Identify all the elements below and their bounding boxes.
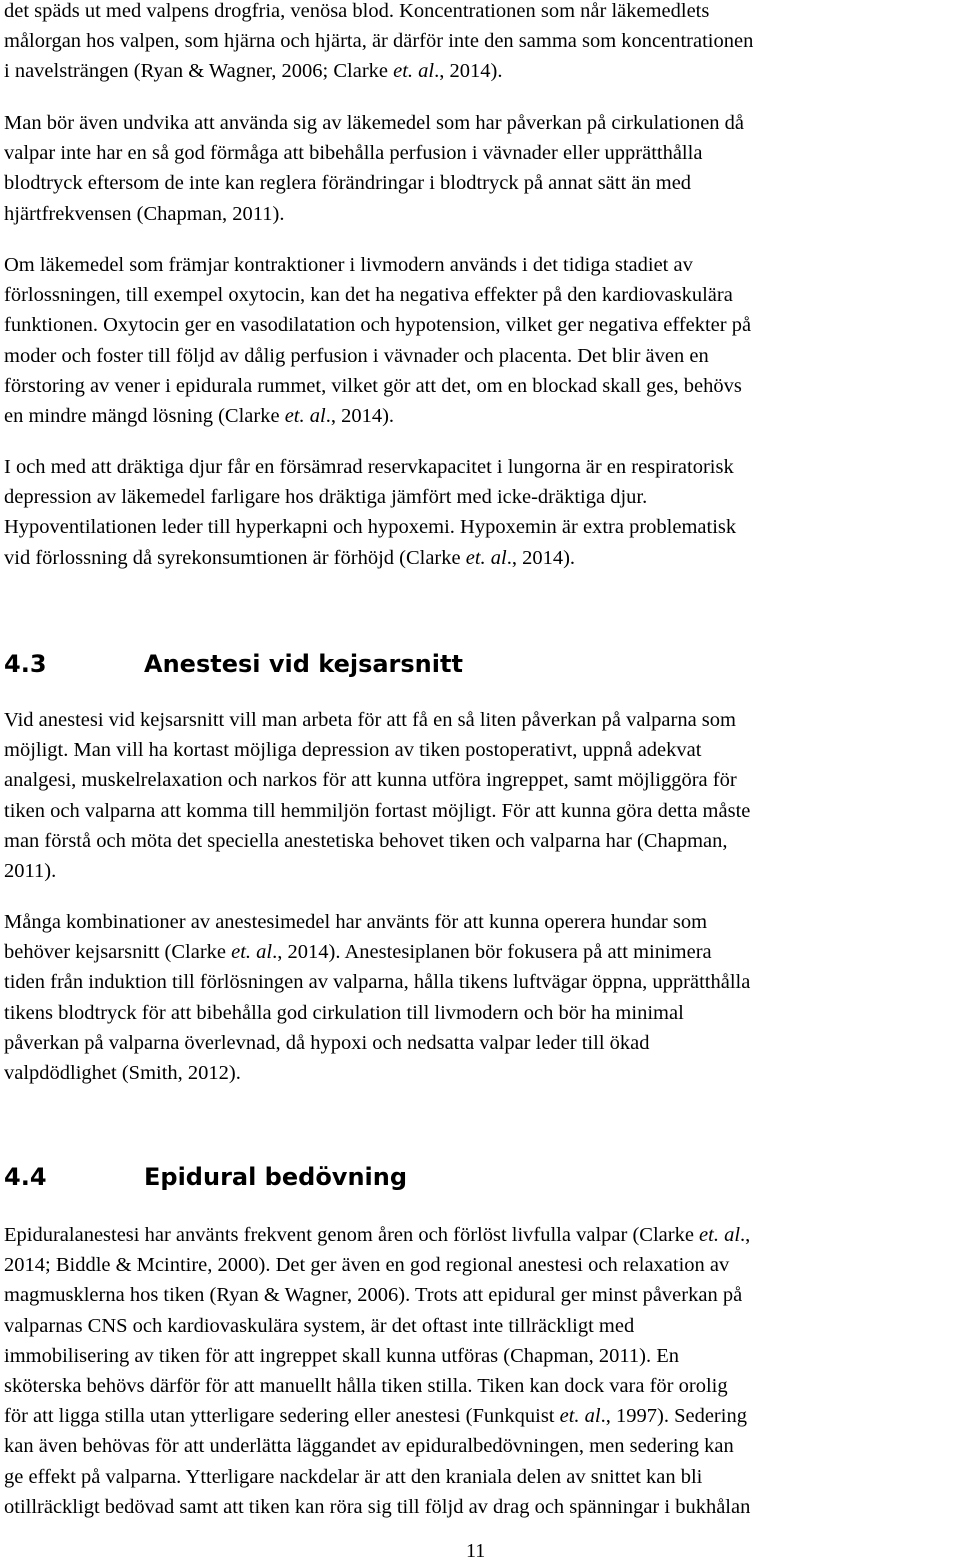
section-number: 4.4 <box>4 1163 47 1191</box>
text-line: analgesi, muskelrelaxation och narkos för att kunna utföra ingreppet, samt möjliggöra för <box>4 769 737 792</box>
text-line <box>4 1220 750 1250</box>
text-line: Om läkemedel som främjar kontraktioner i livmodern används i det tidiga stadiet av <box>4 254 693 276</box>
text-line: 2011). <box>4 860 57 883</box>
text-line: I och med att dräktiga djur får en försämrad reservkapacitet i lungorna är en respiratorisk <box>4 456 734 478</box>
citation-italic: et. al <box>231 941 273 964</box>
section-heading-4-3 <box>4 650 463 678</box>
paragraph-epidural <box>4 1220 750 1522</box>
text-line: otillräckligt bedövad samt att tiken kan röra sig till följd av drag och spänningar i bukhålan <box>4 1495 751 1518</box>
text-segment: behöver kejsarsnitt (Clarke <box>4 941 232 964</box>
text-segment: ., 2014). <box>506 546 576 569</box>
text-segment: en mindre mängd lösning (Clarke <box>4 405 285 428</box>
text-segment: ., 2014). <box>325 405 395 428</box>
text-line: förlossningen, till exempel oxytocin, kan det ha negativa effekter på den kardiovaskulära <box>4 284 733 307</box>
text-line: det späds ut med valpens drogfria, venösa blod. Koncentrationen som når läkemedlets <box>4 0 710 22</box>
text-segment: ., <box>740 1224 751 1246</box>
page-number: 11 <box>466 1540 486 1562</box>
text-line: påverkan på valparna överlevnad, då hypoxi och nedsatta valpar leder till ökad <box>4 1031 650 1054</box>
paragraph-anesthetic-combinations <box>4 907 750 1088</box>
section-number: 4.3 <box>4 650 47 678</box>
text-line: moder och foster till följd av dålig perfusion i vävnader och placenta. Det blir även en <box>4 344 709 367</box>
text-segment: ., 2014). Anestesiplanen bör fokusera på att minimera <box>272 941 712 964</box>
section-title: Anestesi vid kejsarsnitt <box>144 650 463 678</box>
text-line: förstoring av vener i epidurala rummet, vilket gör att det, om en blockad skall ges, behövs <box>4 374 742 397</box>
text-line: sköterska behövs därför för att manuellt hålla tiken stilla. Tiken kan dock vara för orolig <box>4 1375 728 1398</box>
text-segment: vid förlossning då syrekonsumtionen är förhöjd (Clarke <box>4 546 466 569</box>
text-line: funktionen. Oxytocin ger en vasodilatation och hypotension, vilket ger negativa effekter på <box>4 314 752 337</box>
text-line: valparnas CNS och kardiovaskulära system, är det oftast inte tillräckligt med <box>4 1314 635 1337</box>
text-line: Vid anestesi vid kejsarsnitt vill man arbeta för att få en så liten påverkan på valparna som <box>4 709 736 731</box>
paragraph-placental-transfer <box>4 0 753 87</box>
citation-italic: et. al <box>393 60 435 83</box>
text-segment: för att ligga stilla utan ytterligare sedering eller anestesi (Funkquist <box>4 1405 560 1428</box>
text-line: tiden från induktion till förlösningen av valparna, hålla tikens luftvägar öppna, upprätthålla <box>4 971 751 994</box>
paragraph-circulation <box>4 108 744 229</box>
text-line <box>4 543 736 573</box>
paragraph-respiratory <box>4 452 736 573</box>
paragraph-oxytocin <box>4 250 751 431</box>
text-line <box>4 937 750 967</box>
text-line: ge effekt på valparna. Ytterligare nackdelar är att den kraniala delen av snittet kan bli <box>4 1465 703 1488</box>
section-title: Epidural bedövning <box>144 1163 408 1191</box>
text-line: kan även behövas för att underlätta läggandet av epiduralbedövningen, men sedering kan <box>4 1435 734 1458</box>
text-segment: ., 2014). <box>434 60 503 83</box>
text-line: tikens blodtryck för att bibehålla god cirkulation till livmodern och bör ha minimal <box>4 1001 684 1024</box>
text-line: hjärtfrekvensen (Chapman, 2011). <box>4 202 285 225</box>
text-line <box>4 1401 750 1431</box>
text-line: depression av läkemedel farligare hos dräktiga jämfört med icke-dräktiga djur. <box>4 486 648 509</box>
text-line <box>4 56 753 86</box>
text-line: magmusklerna hos tiken (Ryan & Wagner, 2006). Trots att epidural ger minst påverkan på <box>4 1284 743 1307</box>
text-segment: i navelsträngen (Ryan & Wagner, 2006; Clarke <box>4 60 394 83</box>
text-line: möjligt. Man vill ha kortast möjliga depression av tiken postoperativt, uppnå adekvat <box>4 739 702 762</box>
section-heading-4-4 <box>4 1163 407 1191</box>
text-line: blodtryck eftersom de inte kan reglera förändringar i blodtryck på annat sätt än med <box>4 172 692 195</box>
paragraph-cesarean-goals <box>4 705 750 886</box>
citation-italic: et. al <box>284 405 326 428</box>
citation-italic: et. al <box>559 1405 601 1428</box>
text-line: valpdödlighet (Smith, 2012). <box>4 1062 241 1085</box>
citation-italic: et. al <box>699 1224 741 1246</box>
text-line: målorgan hos valpen, som hjärna och hjärta, är därför inte den samma som koncentrationen <box>4 30 754 53</box>
text-line: immobilisering av tiken för att ingreppet skall kunna utföras (Chapman, 2011). En <box>4 1344 680 1367</box>
text-line <box>4 401 751 431</box>
text-line: 2014; Biddle & Mcintire, 2000). Det ger även en god regional anestesi och relaxation av <box>4 1254 730 1277</box>
text-segment: ., 1997). Sedering <box>600 1405 747 1428</box>
citation-italic: et. al <box>465 546 507 569</box>
text-line: Många kombinationer av anestesimedel har använts för att kunna operera hundar som <box>4 911 708 933</box>
text-segment: Epiduralanestesi har använts frekvent genom åren och förlöst livfulla valpar (Clarke <box>4 1224 700 1246</box>
text-line: valpar inte har en så god förmåga att bibehålla perfusion i vävnader eller upprätthålla <box>4 142 703 165</box>
text-line: Hypoventilationen leder till hyperkapni och hypoxemi. Hypoxemin är extra problematisk <box>4 516 737 539</box>
text-line: man förstå och möta det speciella anestetiska behovet tiken och valparna har (Chapman, <box>4 829 728 852</box>
text-line: Man bör även undvika att använda sig av läkemedel som har påverkan på cirkulationen då <box>4 112 745 134</box>
text-line: tiken och valparna att komma till hemmiljön fortast möjligt. För att kunna göra detta måste <box>4 799 751 822</box>
